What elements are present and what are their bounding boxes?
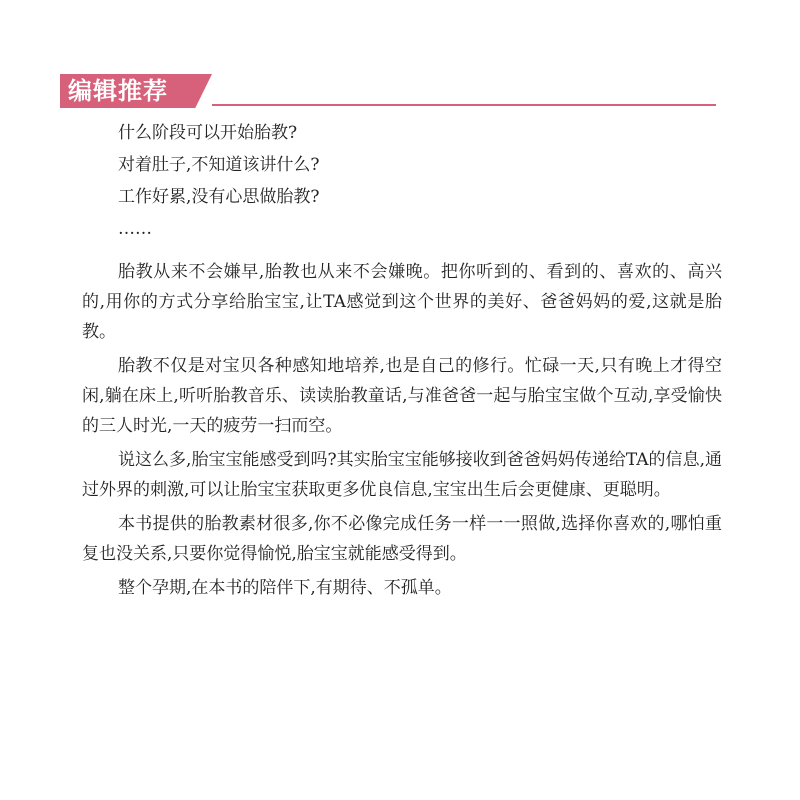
body-text bbox=[82, 257, 722, 603]
section-title: 编辑推荐 bbox=[68, 77, 168, 105]
question-line: 对着肚子,不知道该讲什么? bbox=[118, 155, 320, 175]
question-line: 什么阶段可以开始胎教? bbox=[118, 123, 298, 143]
paragraph: 胎教从来不会嫌早,胎教也从来不会嫌晚。把你听到的、看到的、喜欢的、高兴的,用你的方式分享给胎宝宝,让TA感觉到这个世界的美好、爸爸妈妈的爱,这就是胎教。 bbox=[82, 262, 722, 342]
paragraph: 胎教不仅是对宝贝各种感知地培养,也是自己的修行。忙碌一天,只有晚上才得空闲,躺在床上,听听胎教音乐、读读胎教童话,与准爸爸一起与胎宝宝做个互动,享受愉快的三人时光,一天的疲劳一扫而空。 bbox=[82, 356, 722, 436]
section-header bbox=[60, 74, 716, 108]
question-line: 工作好累,没有心思做胎教? bbox=[118, 187, 320, 207]
paragraph: 整个孕期,在本书的陪伴下,有期待、不孤单。 bbox=[118, 578, 452, 598]
header-divider bbox=[212, 104, 716, 106]
paragraph: 说这么多,胎宝宝能感受到吗?其实胎宝宝能够接收到爸爸妈妈传递给TA的信息,通过外界的刺激,可以让胎宝宝获取更多优良信息,宝宝出生后会更健康、更聪明。 bbox=[82, 450, 722, 500]
paragraph: 本书提供的胎教素材很多,你不必像完成任务一样一一照做,选择你喜欢的,哪怕重复也没关系,只要你觉得愉悦,胎宝宝就能感受得到。 bbox=[82, 514, 722, 564]
question-list bbox=[118, 117, 718, 245]
ellipsis-line: …… bbox=[118, 219, 152, 239]
